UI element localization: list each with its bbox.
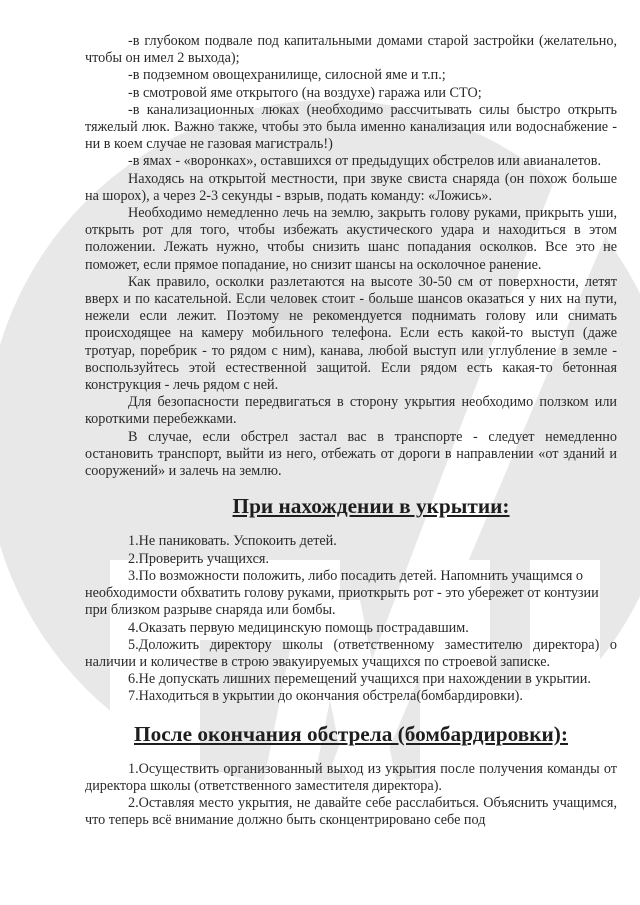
list-item: 2.Проверить учащихся. xyxy=(128,550,269,567)
list-item: 6.Не допускать лишних перемещений учащихся при нахождении в укрытии. xyxy=(128,671,591,688)
paragraph: В случае, если обстрел застал вас в транспорте - следует немедленно остановить транспорт, выйти из него, отбежать от дороги в направлении «от зданий и сооружений» и залечь на землю. xyxy=(85,428,617,480)
list-item: 1.Осуществить организованный выход из укрытия после получения команды от директора школы (ответственного заместителя директора). xyxy=(85,760,617,794)
after-list xyxy=(85,761,617,830)
paragraph: -в канализационных люках (необходимо рассчитывать силы быстро открыть тяжелый люк. Важно также, чтобы это была именно канализация или водоснабжение - ни в коем случае не газовая магистраль!) xyxy=(85,101,617,153)
list-item: 7.Находиться в укрытии до окончания обстрела(бомбардировки). xyxy=(128,688,523,705)
list-item: 1.Не паниковать. Успокоить детей. xyxy=(128,533,337,550)
paragraph: Необходимо немедленно лечь на землю, закрыть голову руками, прикрыть уши, открыть рот для того, чтобы избежать акустического удара и находиться в этом положении. Лежать нужно, чтобы снизить шанс попадания осколков. Все это не поможет, если прямое попадание, но снизит шансы на осколочное ранение. xyxy=(85,205,617,273)
paragraph: Находясь на открытой местности, при звуке свиста снаряда (он похож больше на шорох), а через 2-3 секунды - взрыв, подать команду: «Ложись». xyxy=(85,170,617,204)
paragraph: -в глубоком подвале под капитальными домами старой застройки (желательно, чтобы он имел 2 выхода); xyxy=(85,33,617,67)
section-intro xyxy=(85,33,617,480)
paragraph: -в подземном овощехранилище, силосной яме и т.п.; xyxy=(128,67,446,84)
document-page xyxy=(85,33,617,830)
list-item: 5.Доложить директору школы (ответственному заместителю директора) о наличии и количестве в строю эвакуируемых учащихся по строевой записке. xyxy=(85,636,617,670)
section-heading-shelter: При нахождении в укрытии: xyxy=(232,494,510,519)
paragraph: Как правило, осколки разлетаются на высоте 30-50 см от поверхности, летят вверх и по касательной. Если человек стоит - больше шансов оказаться у них на пути, нежели если лежит. Поэтому не рекомендуется поднимать голову или снимать происходящее на камеру мобильного телефона. Если есть какой-то выступ (даже тротуар, поребрик - то рядом с ним), канава, любой выступ или углубление в земле - воспользуйтесь этой естественной защитой. Если рядом есть какая-то бетонная конструкция - лечь рядом с ней. xyxy=(85,273,617,394)
list-item: 2.Оставляя место укрытия, не давайте себе расслабиться. Объяснить учащимся, что теперь всё внимание должно быть сконцентрировано себе под xyxy=(85,795,617,829)
paragraph: Для безопасности передвигаться в сторону укрытия необходимо ползком или короткими перебежками. xyxy=(85,394,617,428)
list-item: 4.Оказать первую медицинскую помощь пострадавшим. xyxy=(128,619,469,636)
list-item: 3.По возможности положить, либо посадить детей. Напомнить учащимся о необходимости обхватить голову руками, приоткрыть рот - это убережет от контузии при близком разрыве снаряда или бомбы. xyxy=(85,567,599,619)
shelter-list xyxy=(85,533,617,705)
paragraph: -в ямах - «воронках», оставшихся от предыдущих обстрелов или авианалетов. xyxy=(128,153,602,170)
section-heading-after: После окончания обстрела (бомбардировки): xyxy=(134,721,568,746)
paragraph: -в смотровой яме открытого (на воздухе) гаража или СТО; xyxy=(128,84,482,101)
